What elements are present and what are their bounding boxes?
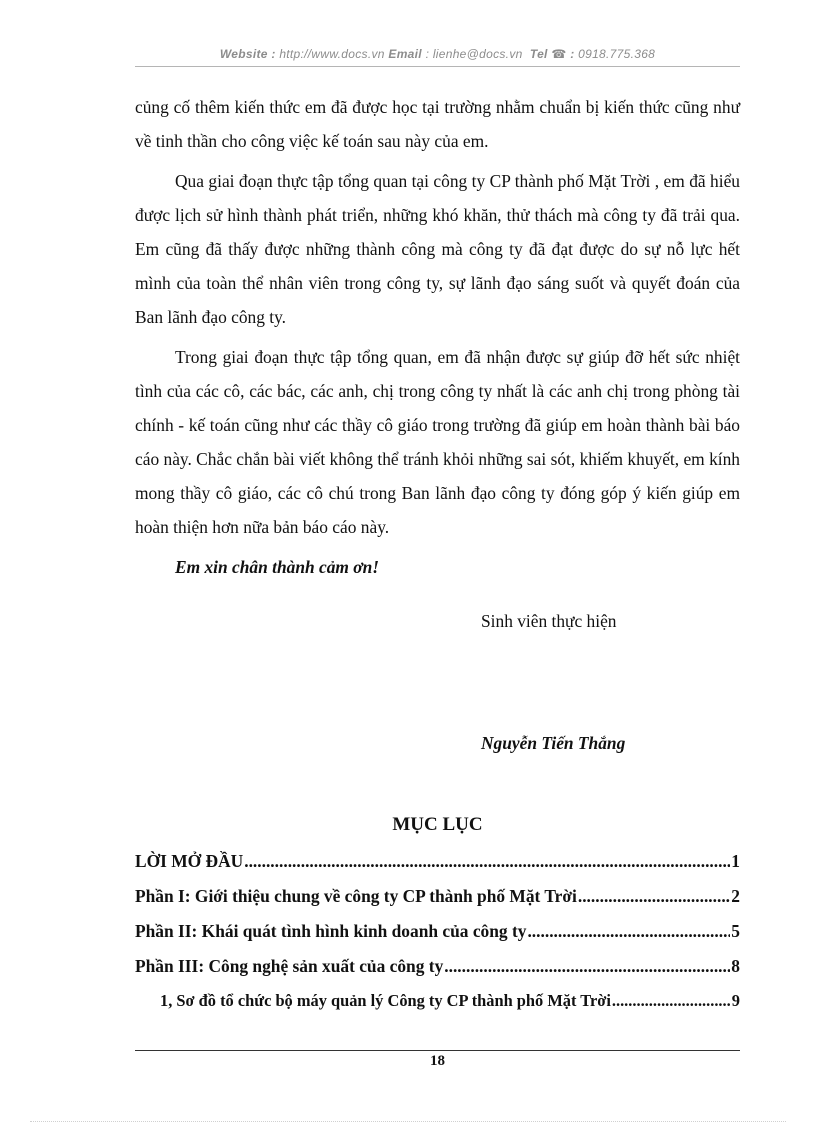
paragraph-continued: củng cố thêm kiến thức em đã được học tại trường nhằm chuẩn bị kiến thức cũng như về tinh thần cho công việc kế toán sau này của em. bbox=[135, 97, 740, 151]
tel-label: Tel ☎ : bbox=[529, 47, 575, 61]
header-divider bbox=[135, 66, 740, 67]
tel-value: 0918.775.368 bbox=[578, 47, 656, 61]
thanks-line: Em xin chân thành cảm ơn! bbox=[175, 557, 380, 577]
toc-entry-page: 1 bbox=[731, 851, 740, 871]
page-number: 18 bbox=[430, 1053, 445, 1069]
toc-entry-page: 2 bbox=[731, 886, 740, 906]
toc-entry-label: Phần II: Khái quát tình hình kinh doanh của công ty bbox=[135, 921, 527, 941]
toc-dot-leader bbox=[578, 886, 730, 907]
toc-entry-label: Phần I: Giới thiệu chung về công ty CP thành phố Mặt Trời bbox=[135, 886, 577, 906]
website-link[interactable]: http://www.docs.vn bbox=[279, 47, 385, 61]
email-link[interactable]: : lienhe@docs.vn bbox=[425, 47, 523, 61]
footer-divider bbox=[135, 1050, 740, 1051]
toc-entry-page: 5 bbox=[731, 921, 740, 941]
student-signature-name: Nguyễn Tiến Thắng bbox=[481, 733, 626, 753]
email-label: Email bbox=[388, 47, 422, 61]
toc-entry-subsection-1[interactable] bbox=[135, 991, 740, 1026]
toc-entry-label: 1, Sơ đồ tổ chức bộ máy quản lý Công ty CP thành phố Mặt Trời bbox=[160, 991, 611, 1010]
toc-dot-leader bbox=[612, 991, 731, 1011]
toc-entry-page: 8 bbox=[731, 956, 740, 976]
toc-entry-part-2[interactable] bbox=[135, 921, 740, 956]
toc-dot-leader bbox=[527, 921, 730, 942]
toc-entry-intro[interactable] bbox=[135, 851, 740, 886]
toc-dot-leader bbox=[244, 851, 730, 872]
paragraph-overview: Qua giai đoạn thực tập tổng quan tại công ty CP thành phố Mặt Trời , em đã hiểu được lịch sử hình thành phát triển, những khó khăn, thử thách mà công ty đã trải qua. Em cũng đã thấy được những thành công mà công ty đã đạt được do sự nỗ lực hết mình của toàn thể nhân viên trong công ty, sự lãnh đạo sáng suốt và quyết đoán của Ban lãnh đạo công ty. bbox=[135, 171, 740, 327]
table-of-contents bbox=[135, 851, 740, 1026]
toc-dot-leader bbox=[444, 956, 730, 977]
toc-entry-part-3[interactable] bbox=[135, 956, 740, 991]
toc-entry-page: 9 bbox=[731, 991, 740, 1010]
toc-title: MỤC LỤC bbox=[392, 814, 483, 835]
toc-entry-label: LỜI MỞ ĐẦU bbox=[135, 851, 244, 871]
toc-entry-part-1[interactable] bbox=[135, 886, 740, 921]
website-label: Website : bbox=[219, 47, 276, 61]
toc-entry-label: Phần III: Công nghệ sản xuất của công ty bbox=[135, 956, 444, 976]
student-label: Sinh viên thực hiện bbox=[481, 611, 617, 631]
page-bottom-edge bbox=[30, 1121, 786, 1122]
page-header bbox=[135, 47, 740, 61]
paragraph-acknowledgement: Trong giai đoạn thực tập tổng quan, em đã nhận được sự giúp đỡ hết sức nhiệt tình của các cô, các bác, các anh, chị trong công ty nhất là các anh chị trong phòng tài chính - kế toán cũng như các thầy cô giáo trong trường đã giúp em hoàn thành bài báo cáo này. Chắc chắn bài viết không thể tránh khỏi những sai sót, khiếm khuyết, em kính mong thầy cô giáo, các cô chú trong Ban lãnh đạo công ty đóng góp ý kiến giúp em hoàn thiện hơn nữa bản báo cáo này. bbox=[135, 347, 740, 537]
document-body bbox=[135, 90, 740, 584]
